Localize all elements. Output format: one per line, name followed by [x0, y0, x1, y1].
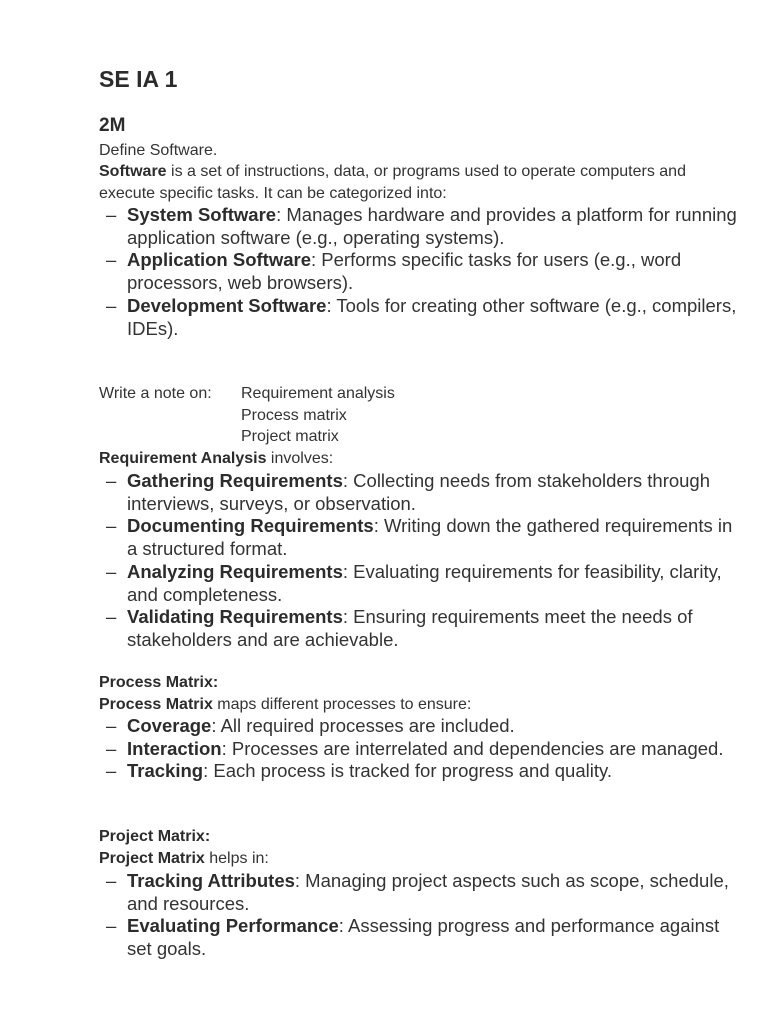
list-item-description: : Assessing progress and performance against set goals.: [127, 915, 720, 960]
list-item-description: : Writing down the gathered requirements in a structured format.: [127, 515, 733, 560]
list-item-description: : Tools for creating other software (e.g., compilers, IDEs).: [127, 294, 737, 339]
list-item: [99, 204, 739, 249]
list-item-term: System Software: [127, 204, 277, 225]
project-matrix-heading: [99, 826, 739, 848]
note-topic: Process matrix: [241, 406, 347, 424]
project-matrix-term: Project Matrix: [99, 850, 205, 867]
dash-bullet: –: [106, 870, 117, 891]
dash-bullet: –: [106, 915, 117, 937]
dash-bullet: –: [106, 606, 117, 628]
dash-bullet: –: [106, 294, 117, 316]
list-item: [99, 295, 739, 340]
list-item-description: : Processes are interrelated and dependencies are managed.: [221, 737, 724, 759]
dash-bullet: –: [106, 737, 117, 759]
project-matrix-list: [99, 870, 739, 961]
dash-bullet: –: [106, 204, 117, 225]
list-item: [99, 561, 739, 606]
software-term: Software: [99, 163, 167, 180]
list-item-description: : Collecting needs from stakeholders through interviews, surveys, or observation.: [127, 470, 711, 514]
list-item-term: Interaction: [127, 737, 222, 759]
list-item: [99, 870, 739, 915]
list-item: [99, 715, 739, 738]
list-item-description: : Ensuring requirements meet the needs of stakeholders and are achievable.: [127, 606, 693, 650]
process-matrix-text: maps different processes to ensure:: [212, 696, 472, 713]
list-item: [99, 760, 739, 783]
list-item: [99, 606, 739, 651]
list-item-term: Gathering Requirements: [127, 470, 343, 491]
software-definition: [99, 161, 739, 204]
list-item-description: : Manages hardware and provides a platform for running application software (e.g., operating systems).: [127, 204, 737, 248]
list-item-term: Coverage: [127, 715, 212, 736]
dash-bullet: –: [106, 515, 117, 537]
requirement-analysis-intro: [99, 448, 739, 470]
section-heading-2m: 2M: [99, 115, 126, 136]
dash-bullet: –: [106, 560, 117, 582]
list-item: [99, 738, 739, 761]
list-item-term: Development Software: [127, 294, 327, 316]
process-matrix-list: [99, 715, 739, 783]
note-topic: Project matrix: [241, 428, 339, 445]
list-item-description: : All required processes are included.: [211, 715, 515, 736]
list-item-description: : Each process is tracked for progress and quality.: [203, 760, 612, 782]
process-matrix-intro: [99, 694, 739, 716]
requirement-analysis-term: Requirement Analysis: [99, 450, 267, 467]
list-item-term: Analyzing Requirements: [127, 560, 343, 582]
list-item: [99, 515, 739, 560]
list-item-term: Tracking Attributes: [127, 870, 295, 891]
document-title: SE IA 1: [99, 66, 178, 92]
dash-bullet: –: [106, 760, 117, 782]
list-item: [99, 249, 739, 294]
list-item-term: Evaluating Performance: [127, 915, 339, 937]
list-item: [99, 915, 739, 960]
note-topics: [241, 383, 395, 448]
list-item-term: Validating Requirements: [127, 606, 343, 628]
requirement-analysis-text: involves:: [266, 450, 334, 467]
process-matrix-term: Process Matrix: [99, 696, 213, 713]
dash-bullet: –: [106, 249, 117, 271]
dash-bullet: –: [106, 715, 117, 736]
list-item-term: Application Software: [127, 249, 311, 271]
list-item-description: : Managing project aspects such as scope, schedule, and resources.: [127, 870, 729, 914]
project-matrix-heading-text: Project Matrix:: [99, 828, 211, 845]
list-item-description: : Performs specific tasks for users (e.g., word processors, web browsers).: [127, 249, 682, 294]
question-define-software: Define Software.: [99, 142, 218, 159]
note-topic: Requirement analysis: [241, 385, 395, 402]
software-definition-text: is a set of instructions, data, or programs used to operate computers and execute specific tasks. It can be categorized into:: [99, 163, 686, 202]
project-matrix-intro: [99, 848, 739, 870]
note-label: Write a note on:: [99, 385, 212, 402]
software-categories-list: [99, 204, 739, 340]
dash-bullet: –: [106, 470, 117, 491]
list-item-description: : Evaluating requirements for feasibility, clarity, and completeness.: [127, 560, 722, 605]
project-matrix-text: helps in:: [204, 850, 269, 867]
list-item: [99, 470, 739, 515]
list-item-term: Documenting Requirements: [127, 515, 374, 537]
requirement-analysis-list: [99, 470, 739, 652]
process-matrix-heading: [99, 672, 739, 694]
list-item-term: Tracking: [127, 760, 204, 782]
process-matrix-heading-text: Process Matrix:: [99, 674, 219, 691]
